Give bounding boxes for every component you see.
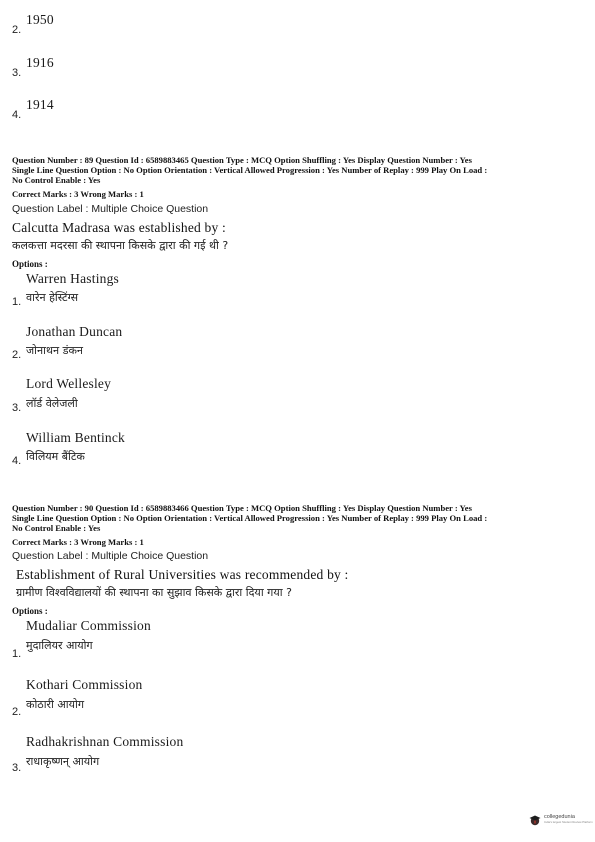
prev-option-3-number: 3. [12, 67, 22, 79]
q90-meta-line-3: No Control Enable : Yes [12, 523, 101, 533]
q89-meta-line-3: No Control Enable : Yes [12, 175, 101, 185]
q90-marks: Correct Marks : 3 Wrong Marks : 1 [12, 537, 144, 547]
q90-option-1-english: Mudaliar Commission [26, 618, 151, 633]
prev-option-3-text: 1916 [26, 55, 54, 70]
q89-option-3-number: 3. [12, 402, 22, 414]
q90-option-2-hindi: कोठारी आयोग [26, 698, 85, 711]
prev-option-2-number: 2. [12, 24, 22, 36]
collegedunia-logo [529, 813, 593, 825]
q90-meta-line-2: Single Line Question Option : No Option Orientation : Vertical Allowed Progression : Yes Number of Replay : 999 Play On Load : [12, 513, 488, 523]
q89-option-4-hindi: विलियम बैंटिक [26, 450, 85, 463]
q90-option-3-hindi: राधाकृष्णन् आयोग [26, 755, 100, 768]
q89-marks: Correct Marks : 3 Wrong Marks : 1 [12, 189, 144, 199]
q90-options-heading: Options : [12, 606, 48, 616]
q89-question-english: Calcutta Madrasa was established by : [12, 220, 226, 235]
q89-question-hindi: कलकत्ता मदरसा की स्थापना किसके द्वारा की गई थी ? [12, 239, 229, 252]
q90-option-3-english: Radhakrishnan Commission [26, 734, 184, 749]
q89-option-1-hindi: वारेन हेस्टिंग्स [26, 291, 79, 304]
q90-option-2-number: 2. [12, 706, 22, 718]
q89-option-3-english: Lord Wellesley [26, 376, 112, 391]
q89-option-1-english: Warren Hastings [26, 271, 120, 286]
q90-option-3-number: 3. [12, 762, 22, 774]
logo-text: collegedunia [544, 814, 575, 820]
q89-options-heading: Options : [12, 259, 48, 269]
q89-question-label: Question Label : Multiple Choice Question [12, 203, 209, 215]
q89-option-4-english: William Bentinck [26, 430, 126, 445]
q89-option-2-hindi: जोनाथन डंकन [26, 344, 84, 357]
q90-question-hindi: ग्रामीण विश्वविद्यालयों की स्थापना का सुझाव किसके द्वारा दिया गया ? [16, 586, 292, 599]
prev-option-4-text: 1914 [26, 97, 54, 112]
logo-tagline: India's largest Student Review Platform [544, 820, 593, 824]
graduation-cap-icon [529, 813, 541, 825]
q90-option-1-hindi: मुदालियर आयोग [26, 639, 93, 652]
prev-option-4-number: 4. [12, 109, 22, 121]
prev-option-2-text: 1950 [26, 12, 54, 27]
q89-option-2-number: 2. [12, 349, 22, 361]
q90-question-english: Establishment of Rural Universities was recommended by : [16, 567, 349, 582]
q90-question-label: Question Label : Multiple Choice Question [12, 550, 209, 562]
q90-option-1-number: 1. [12, 648, 22, 660]
q89-option-2-english: Jonathan Duncan [26, 324, 123, 339]
q89-option-4-number: 4. [12, 455, 22, 467]
q89-option-3-hindi: लॉर्ड वेलेजली [26, 397, 78, 410]
q90-option-2-english: Kothari Commission [26, 677, 143, 692]
q89-meta-line-1: Question Number : 89 Question Id : 6589883465 Question Type : MCQ Option Shuffling : Yes Display Question Number : Yes [12, 155, 472, 165]
q89-meta-line-2: Single Line Question Option : No Option Orientation : Vertical Allowed Progression : Yes Number of Replay : 999 Play On Load : [12, 165, 488, 175]
q89-option-1-number: 1. [12, 296, 22, 308]
q90-meta-line-1: Question Number : 90 Question Id : 6589883466 Question Type : MCQ Option Shuffling : Yes Display Question Number : Yes [12, 503, 472, 513]
